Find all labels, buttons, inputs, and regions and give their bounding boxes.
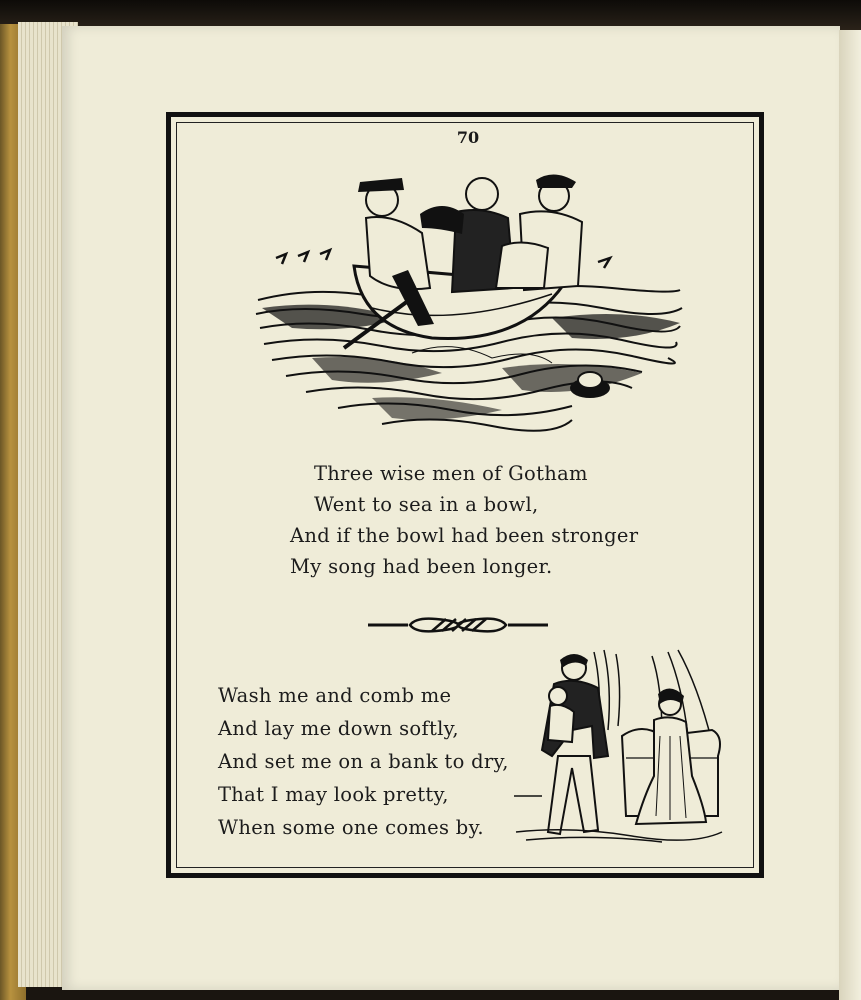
verse-line: And if the bowl had been stronger <box>290 524 639 547</box>
verse-line: Wash me and comb me <box>218 684 452 707</box>
verse-line: Went to sea in a bowl, <box>314 493 539 516</box>
verse-line: My song had been longer. <box>290 555 553 578</box>
verse-line: When some one comes by. <box>218 816 484 839</box>
ornamental-divider-icon <box>366 611 550 639</box>
verse-three-wise-men <box>290 458 638 582</box>
verse-line: That I may look pretty, <box>218 783 449 806</box>
verse-line: And set me on a bank to dry, <box>218 750 509 773</box>
page-number: 70 <box>456 128 480 147</box>
boat-with-three-men-illustration <box>252 158 684 442</box>
verse-line: And lay me down softly, <box>218 717 459 740</box>
verse-wash-me <box>218 679 509 844</box>
couple-with-child-illustration <box>512 646 726 846</box>
page-right-edge <box>839 30 861 1000</box>
verse-line: Three wise men of Gotham <box>314 462 588 485</box>
